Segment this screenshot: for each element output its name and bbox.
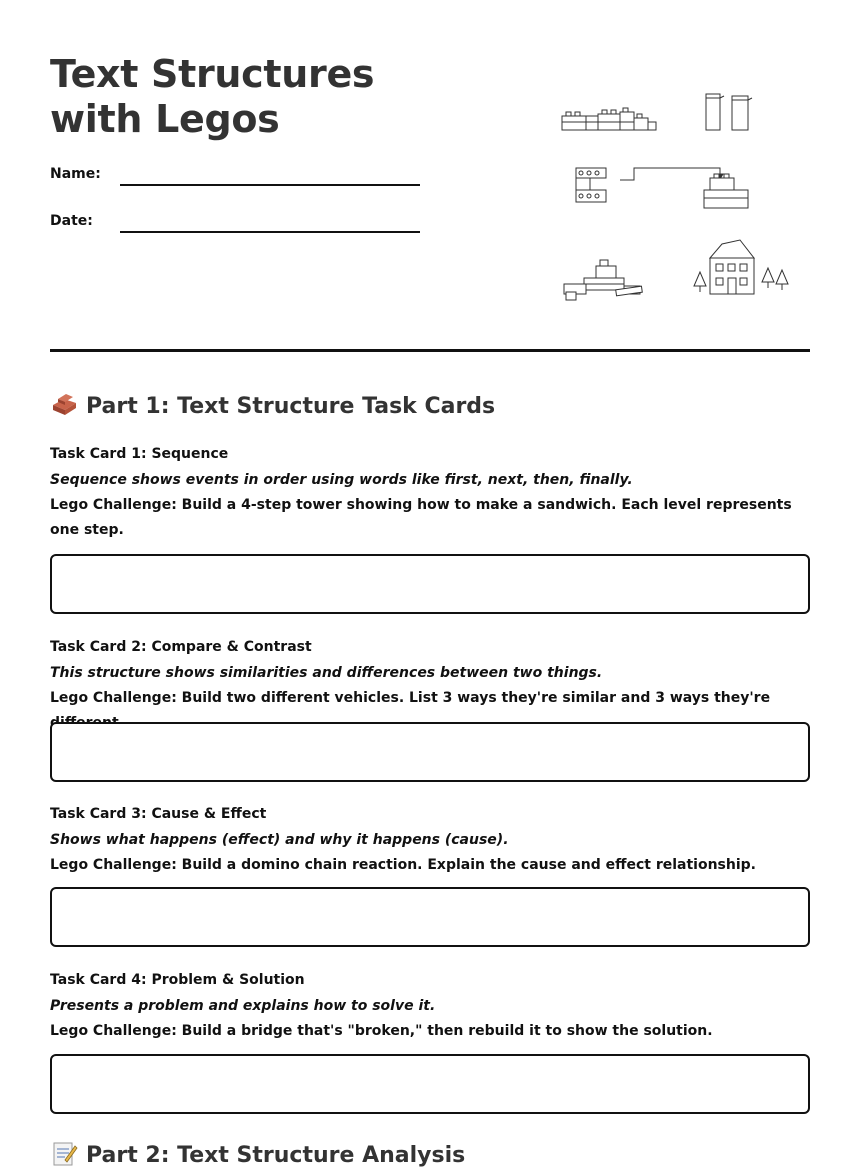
- memo-emoji-icon: [50, 1140, 78, 1172]
- part2-heading-text: Part 2: Text Structure Analysis: [86, 1143, 466, 1168]
- page-title: Text Structures with Legos: [50, 52, 375, 141]
- task-card-3: [50, 801, 810, 878]
- task-card-description: Shows what happens (effect) and why it happens (cause).: [50, 832, 509, 848]
- name-line[interactable]: [120, 184, 420, 186]
- lego-illustration: [560, 88, 810, 308]
- lego-built-object-icon: [704, 174, 748, 208]
- task-card-4: [50, 967, 810, 1044]
- task-card-challenge: Lego Challenge: Build a 4-step tower showing how to make a sandwich. Each level represents one step.: [50, 497, 792, 538]
- lego-brick-row-icon: [562, 108, 656, 130]
- task-card-title: Task Card 1: Sequence: [50, 446, 229, 462]
- task-card-1: [50, 441, 810, 543]
- name-field: [50, 166, 420, 186]
- part1-heading: [50, 391, 495, 423]
- task-card-title: Task Card 2: Compare & Contrast: [50, 639, 312, 655]
- task-card-description: Presents a problem and explains how to solve it.: [50, 998, 436, 1014]
- part1-heading-text: Part 1: Text Structure Task Cards: [86, 394, 496, 419]
- task-card-challenge: Lego Challenge: Build a domino chain reaction. Explain the cause and effect relationship.: [50, 857, 756, 873]
- answer-box-4[interactable]: [50, 1054, 810, 1114]
- lego-house-icon: [694, 240, 788, 294]
- brick-emoji-icon: [50, 391, 78, 423]
- date-label: Date:: [50, 213, 93, 229]
- task-card-challenge: Lego Challenge: Build a bridge that's "broken," then rebuild it to show the solution.: [50, 1023, 713, 1039]
- answer-box-3[interactable]: [50, 887, 810, 947]
- name-label: Name:: [50, 166, 101, 182]
- answer-box-1[interactable]: [50, 554, 810, 614]
- task-card-title: Task Card 3: Cause & Effect: [50, 806, 267, 822]
- task-card-description: Sequence shows events in order using words like first, next, then, finally.: [50, 472, 633, 488]
- lego-stack-icon: [576, 168, 606, 202]
- header-divider: [50, 349, 810, 352]
- lego-vehicle-icon: [564, 260, 642, 300]
- part2-heading: [50, 1140, 465, 1172]
- answer-box-2[interactable]: [50, 722, 810, 782]
- task-card-title: Task Card 4: Problem & Solution: [50, 972, 305, 988]
- lego-tower-icon: [706, 94, 752, 130]
- task-card-description: This structure shows similarities and differences between two things.: [50, 665, 603, 681]
- date-line[interactable]: [120, 231, 420, 233]
- date-field: [50, 213, 420, 233]
- task-card-challenge: Lego Challenge: Build two different vehicles. List 3 ways they're similar and 3 ways they're: [50, 690, 771, 706]
- task-card-2: [50, 634, 810, 736]
